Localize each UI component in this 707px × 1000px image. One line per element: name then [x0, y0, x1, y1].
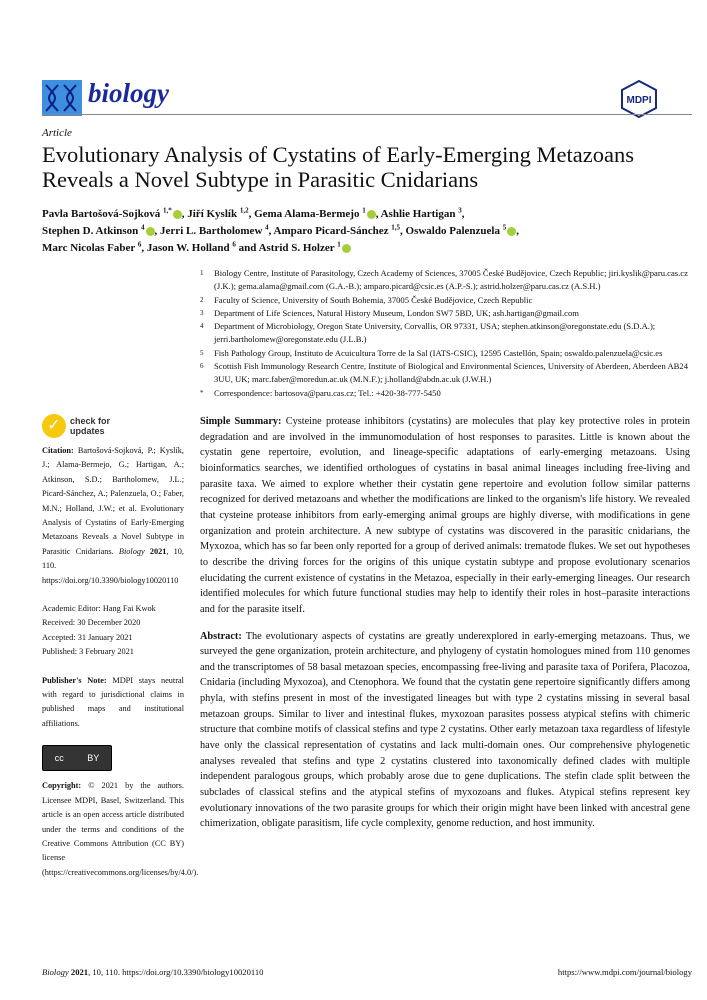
- footer-doi[interactable]: , 10, 110. https://doi.org/10.3390/biology10020110: [88, 967, 264, 977]
- accepted-date: Accepted: 31 January 2021: [42, 632, 133, 642]
- author-list: [42, 206, 682, 257]
- affiliation-number: *: [200, 388, 204, 397]
- author-affiliation-mark: 3: [458, 206, 462, 215]
- header-rule: [42, 114, 692, 115]
- author-name: Gema Alama-Bermejo: [254, 208, 360, 220]
- author-name: Astrid S. Holzer: [258, 242, 335, 254]
- author-separator: ,: [516, 225, 519, 237]
- footer-url[interactable]: https://www.mdpi.com/journal/biology: [557, 967, 692, 977]
- orcid-icon[interactable]: [146, 227, 155, 236]
- affiliation-number: 2: [200, 295, 204, 304]
- author: [381, 208, 465, 220]
- author-separator: ,: [141, 242, 147, 254]
- author-name: Amparo Picard-Sánchez: [273, 225, 389, 237]
- author-affiliation-mark: 4: [141, 223, 145, 232]
- body-columns: [42, 414, 690, 880]
- author-separator: ,: [181, 208, 188, 220]
- affiliation: [200, 320, 690, 347]
- affiliation: [200, 267, 690, 294]
- author-separator: ,: [400, 225, 406, 237]
- affiliation-number: 4: [200, 322, 204, 331]
- affiliation: [200, 387, 690, 400]
- copyright-text: © 2021 by the authors. Licensee MDPI, Basel, Switzerland. This article is an open access article distributed under the terms and conditions of the Creative Commons Attribution (CC BY) license (https://creativecommons.org/licenses/by/4.0/).: [42, 781, 199, 877]
- mdpi-logo-icon: [620, 80, 658, 118]
- abstract: [200, 629, 690, 833]
- check-for-updates-button[interactable]: [42, 414, 184, 438]
- author-name: Jason W. Holland: [146, 242, 230, 254]
- author-affiliation-mark: 1: [337, 240, 341, 249]
- copyright: [42, 779, 199, 880]
- check-icon: ✓: [42, 414, 66, 438]
- author-separator: ,: [154, 225, 161, 237]
- page-footer: [42, 952, 692, 978]
- author: [254, 208, 381, 220]
- author: [42, 225, 160, 237]
- author-affiliation-mark: 1: [362, 206, 366, 215]
- citation-label: Citation:: [42, 445, 74, 455]
- note-text: MDPI stays neutral with regard to jurisdictional claims in published maps and institutional affiliations.: [42, 675, 184, 728]
- simple-summary: [200, 414, 690, 618]
- by-label: BY: [87, 753, 100, 764]
- journal-logo-icon: [42, 80, 82, 116]
- affiliation: [200, 294, 690, 307]
- masthead: [42, 0, 690, 118]
- author-separator: ,: [268, 225, 274, 237]
- affiliation-text: Biology Centre, Institute of Parasitology, Czech Academy of Sciences, 37005 České Budějovice, Czech Republic; jiri.kyslik@paru.cas.cz (J.K.); gema.alama@gmail.com (G.A.-B.); amparo.picard@csic.es (A.P.-S.); astrid.holzer@paru.cas.cz (A.S.H.): [214, 268, 688, 292]
- affiliation-text: Department of Life Sciences, Natural History Museum, London SW7 5BD, UK; ash.hartigan@gmail.com: [214, 307, 579, 318]
- affiliation-number: 1: [200, 269, 204, 277]
- affiliation-text: Scottish Fish Immunology Research Centre, Institute of Biological and Environmental Sciences, University of Aberdeen, Aberdeen AB24 3UU, UK; marc.faber@moredun.ac.uk (M.N.F.); j.holland@abdn.ac.uk (J.W.H.): [214, 361, 688, 385]
- affiliations: [200, 267, 690, 400]
- author-name: Jerri L. Bartholomew: [160, 225, 263, 237]
- sidebar: [42, 414, 199, 880]
- author-name: Pavla Bartošová-Sojková: [42, 208, 161, 220]
- citation-year: 2021: [149, 546, 167, 556]
- author-affiliation-mark: 1,*: [163, 206, 172, 215]
- publisher-name: MDPI: [626, 95, 652, 106]
- author-name: Oswaldo Palenzuela: [405, 225, 500, 237]
- author-separator: ,: [375, 208, 381, 220]
- main-text: [200, 414, 690, 880]
- author: [42, 242, 147, 254]
- affiliation: [200, 347, 690, 360]
- author-affiliation-mark: 5: [502, 223, 507, 232]
- author: [259, 242, 351, 254]
- simple-summary-text: Cysteine protease inhibitors (cystatins) are molecules that play key protective roles in protein degradation and are involved in the immunomodulation of host responses to parasites. Little is known about the cystatin gene repertoire, evolution, and lineage-specific adaptations of early-emerging metazoans. Using bioinformatics searches, we identified orthologues of cystatins in basal animal lineages including free-living and parasite taxa. We aimed to explore whether their cystatin gene repertoire and evolution follow similar patterns recognized for derived metazoans and whether the modifications are linked to the organism's life history. We revealed that cysteine protease inhibitors from early-emerging animal groups are highly diverse, with modifications in gene organization and protein architecture. A new subtype of cystatins was discovered in the parasitic cnidarians, the Myxozoa, which has so far been only reported for a group of derived animals: trematode flukes. We set out hypotheses to describe the driving forces for the origins of this unique cystatin subtype and propose evolutionary scenarios elucidating the current existence of cystatins in the Metazoa, especially in their early-emerging lineages. Our research identified molecules for which future functional studies may help to identify their roles in host–parasite interactions and for the parasite itself.: [200, 415, 690, 615]
- author: [187, 208, 254, 220]
- cc-by-license-icon[interactable]: [42, 745, 112, 771]
- affiliation-text: Department of Microbiology, Oregon State University, Corvallis, OR 97331, USA; stephen.atkinson@oregonstate.edu (S.D.A.); jerri.bartholomew@oregonstate.edu (J.L.B.): [214, 321, 656, 345]
- author-affiliation-mark: 1,5: [391, 223, 401, 232]
- author-name: Marc Nicolas Faber: [42, 242, 136, 254]
- check-updates-line2: updates: [70, 425, 105, 436]
- paper-title: Evolutionary Analysis of Cystatins of Early-Emerging Metazoans Reveals a Novel Subtype in Parasitic Cnidarians: [42, 142, 634, 192]
- check-updates-line1: check for: [70, 415, 111, 426]
- author-name: Stephen D. Atkinson: [42, 225, 139, 237]
- author-separator: ,: [248, 208, 255, 220]
- citation-journal: Biology: [118, 546, 145, 556]
- footer-journal: Biology: [42, 967, 69, 977]
- author-separator: and: [235, 242, 259, 254]
- author: [274, 225, 406, 237]
- copyright-label: Copyright:: [42, 781, 82, 791]
- journal-name: biology: [88, 78, 169, 108]
- affiliation: [200, 360, 690, 387]
- article-type: Article: [42, 127, 72, 139]
- footer-year: 2021: [70, 967, 89, 977]
- affiliation-text: Correspondence: bartosova@paru.cas.cz; Tel.: +420-38-777-5450: [214, 387, 441, 398]
- author-name: Ashlie Hartigan: [380, 208, 456, 220]
- affiliation-text: Fish Pathology Group, Instituto de Acuicultura Torre de la Sal (IATS-CSIC), 12595 Castellón, Spain; oswaldo.palenzuela@csic.es: [214, 347, 663, 358]
- note-label: Publisher's Note:: [42, 675, 107, 685]
- author-affiliation-mark: 6: [137, 240, 142, 249]
- received-date: Received: 30 December 2020: [42, 618, 141, 628]
- author: [406, 225, 519, 237]
- simple-summary-label: Simple Summary:: [200, 415, 282, 427]
- footer-citation: [42, 966, 263, 978]
- author-affiliation-mark: 6: [232, 240, 236, 249]
- author-name: Jiří Kyslík: [187, 208, 238, 220]
- author: [147, 242, 259, 254]
- publishers-note: [42, 674, 184, 732]
- orcid-icon[interactable]: [367, 210, 376, 219]
- citation: [42, 444, 184, 588]
- citation-text: Bartošová-Sojková, P.; Kyslík, J.; Alama-Bermejo, G.; Hartigan, A.; Atkinson, S.D.; Bartholomew, J.L.; Picard-Sánchez, A.; Palenzuela, O.; Faber, M.N.; Holland, J.W.; et al. Evolutionary Analysis of Cystatins of Early-Emerging Metazoans Reveals a Novel Subtype in Parasitic Cnidarians.: [42, 445, 184, 556]
- orcid-icon[interactable]: [342, 244, 351, 253]
- abstract-label: Abstract:: [200, 630, 242, 642]
- affiliation-number: 6: [200, 362, 204, 371]
- affiliation-text: Faculty of Science, University of South Bohemia, 37005 České Budějovice, Czech Republic: [214, 294, 533, 305]
- author-separator: ,: [461, 208, 465, 220]
- orcid-icon[interactable]: [173, 210, 182, 219]
- author: [42, 208, 187, 220]
- citation-doi[interactable]: , 10, 110. https://doi.org/10.3390/biology10020110: [42, 546, 184, 585]
- author-affiliation-mark: 1,2: [239, 206, 249, 215]
- published-date: Published: 3 February 2021: [42, 647, 134, 657]
- academic-editor: Academic Editor: Hang Fai Kwok: [42, 604, 156, 614]
- affiliation: [200, 307, 690, 320]
- orcid-icon[interactable]: [507, 227, 516, 236]
- author-affiliation-mark: 4: [265, 223, 269, 232]
- cc-label: cc: [54, 753, 64, 764]
- affiliation-number: 5: [200, 348, 204, 357]
- affiliation-number: 3: [200, 308, 204, 317]
- author: [160, 225, 274, 237]
- abstract-text: The evolutionary aspects of cystatins are greatly underexplored in early-emerging metazoans. Thus, we surveyed the gene organization, protein architecture, and phylogeny of cystatin homologues mined from 110 genomes and the transcriptomes of 58 basal metazoan species, encompassing free-living and parasite taxa of Porifera, Placozoa, Cnidaria (including Myxozoa), and Ctenophora. We found that the cystatin gene repertoire significantly differs among phyla, with stefins present in most of the investigated lineages but with type 2 cystatins missing in several basal metazoan groups. Similar to liver and intestinal flukes, myxozoan parasites possess atypical stefins with chimeric structure that combine motifs of classical stefins and type 2 cystatins. Other early metazoan taxa regardless of lifestyle have only the classical representation of cystatins and lack multi-domain ones. Our comprehensive phylogenetic analyses revealed that stefins and type 2 cystatins clustered into taxonomically defined clades with multiple independent paralogous groups, which probably arose due to gene duplications. The stefin clade split between the subclades of classical stefins and the atypical stefins of myxozoans and flukes. Atypical stefins represent key evolutionary innovations of the two parasite groups for which their origin might have been linked with ancestral gene chimerization, obligate parasitism, life cycle complexity, genome reduction, and host immunity.: [200, 630, 690, 830]
